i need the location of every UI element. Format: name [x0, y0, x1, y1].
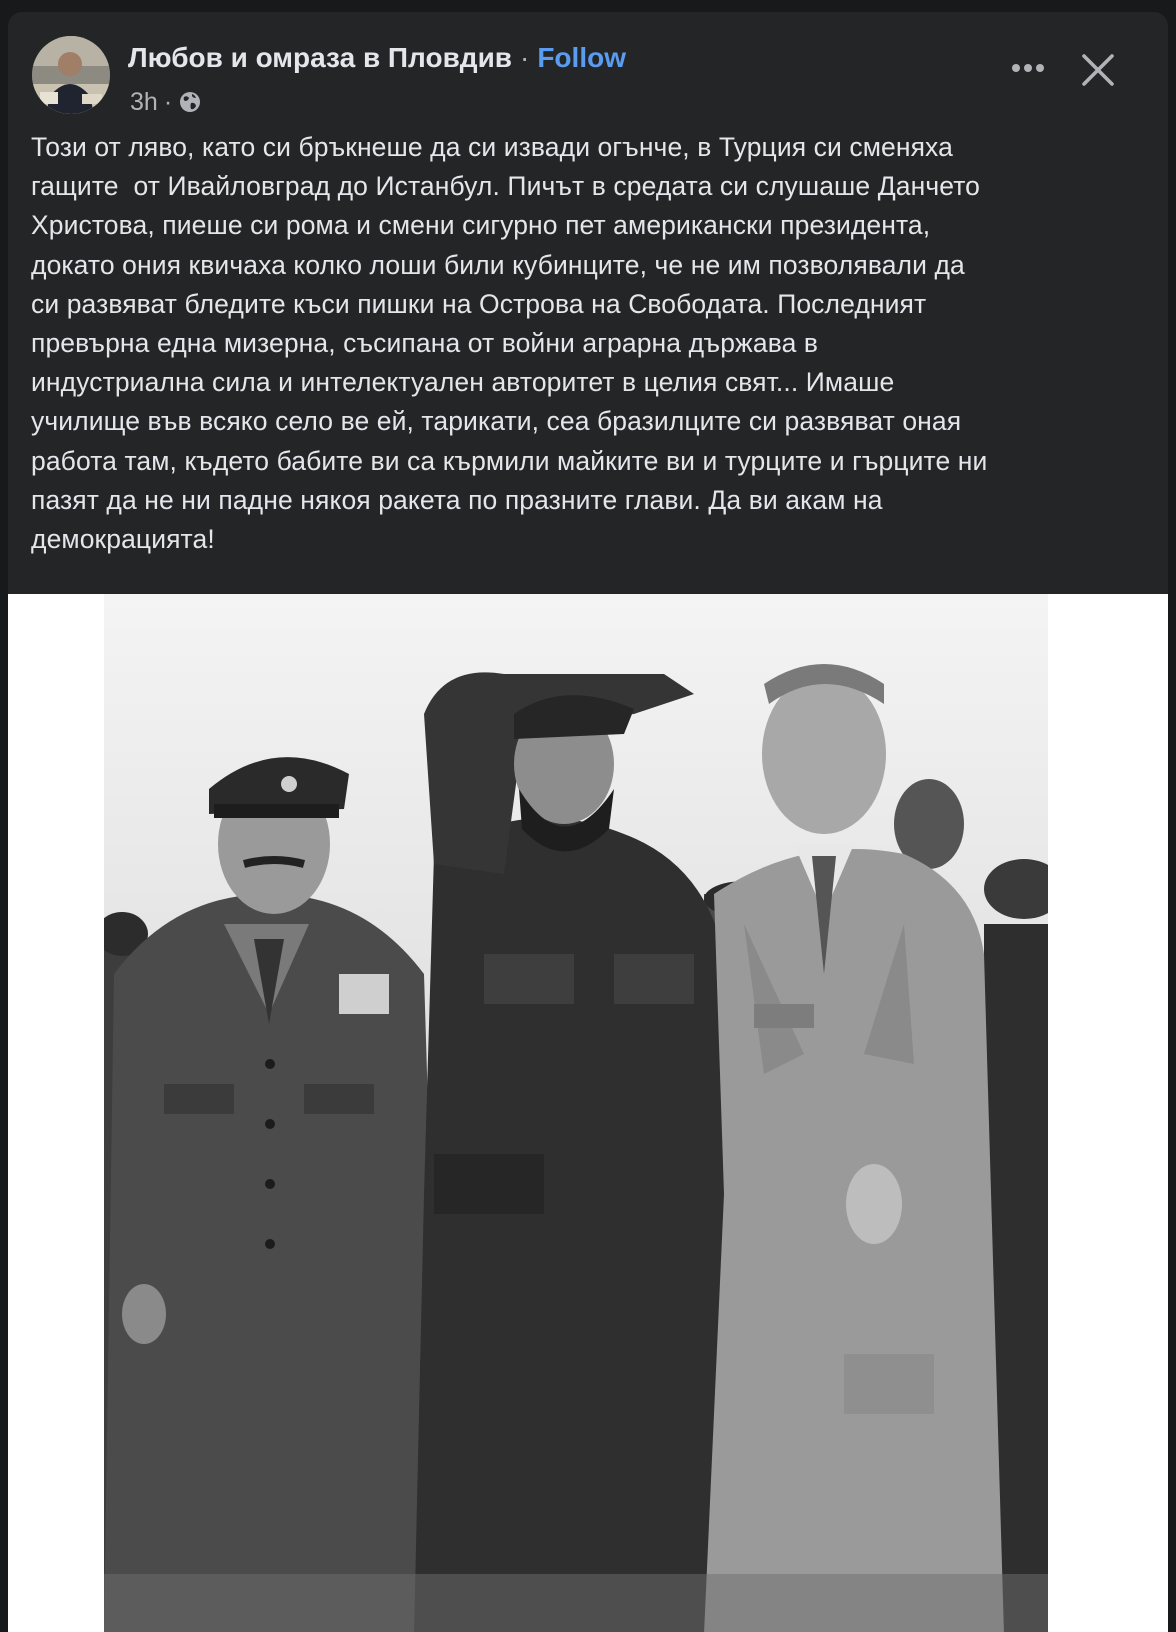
author-avatar[interactable] [32, 36, 110, 114]
post-header [8, 12, 1168, 122]
meta-separator: · [163, 87, 173, 116]
more-options-icon[interactable] [1008, 54, 1052, 82]
post-card [8, 12, 1168, 1632]
author-name[interactable]: Любов и омраза в Пловдив [128, 42, 512, 73]
globe-icon [178, 90, 202, 114]
follow-button[interactable]: Follow [537, 42, 626, 73]
author-row [128, 38, 626, 78]
post-text: Този от ляво, като си бръкнеше да си извади огънче, в Турция си сменяха гащите от Ивайловград до Истанбул. Пичът в средата си слушаше Данчето Христова, пиеше си рома и смени сигурно пет американски президента, докато ония квичаха колко лоши били кубинците, че не им позволявали да си развяват бледите къси пишки на Острова на Свободата. Последният превърна една мизерна, съсипана от войни аграрна държава в индустриална сила и интелектуален авторитет в целия свят... Имаше училище във всяко село ве ей, тарикати, сеа бразилците си развяват оная работа там, където бабите ви са кърмили майките ви и турците и гърците ни пазят да не ни падне някоя ракета по празните глави. Да ви акам на демокрацията! [31, 132, 988, 555]
post-meta [130, 84, 202, 120]
photo-illustration [104, 594, 1048, 1632]
separator-dot: · [520, 42, 530, 73]
close-icon[interactable] [1080, 52, 1116, 88]
post-timestamp[interactable]: 3h [130, 87, 158, 116]
post-photo[interactable] [104, 594, 1048, 1632]
post-image-frame[interactable] [8, 594, 1168, 1632]
